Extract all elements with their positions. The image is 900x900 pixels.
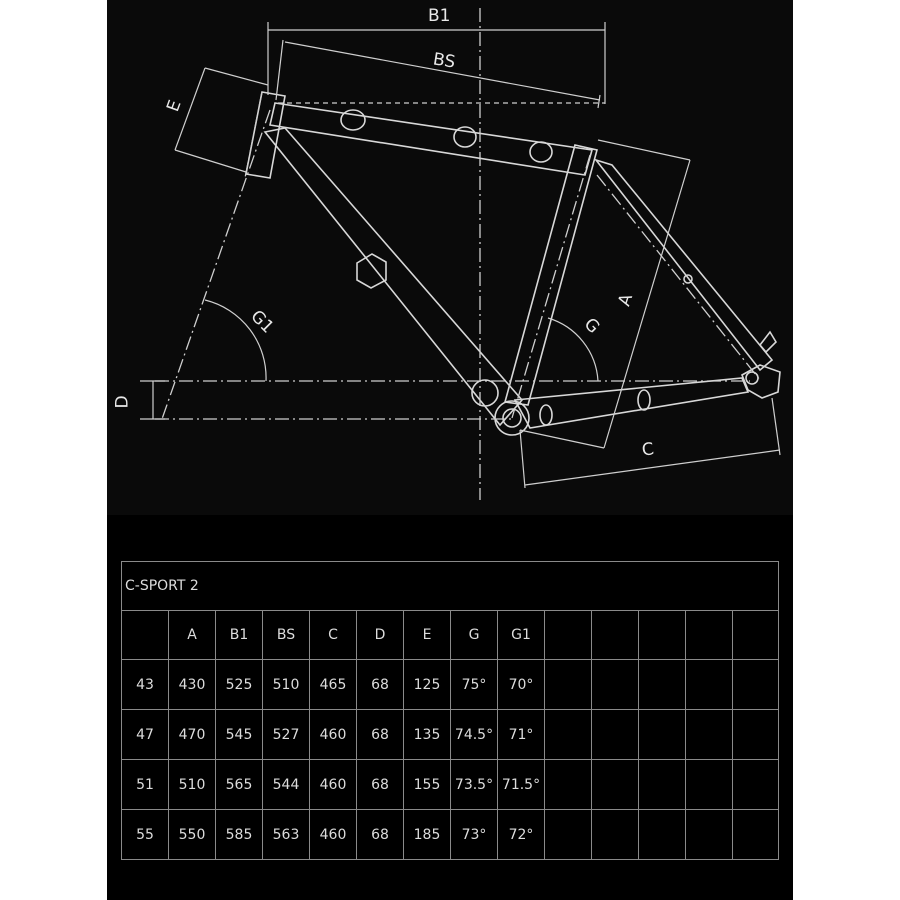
table-cell: 73.5°	[451, 760, 498, 810]
table-cell: 510	[263, 660, 310, 710]
table-cell: 68	[357, 760, 404, 810]
table-cell	[686, 810, 733, 860]
table-cell: 135	[404, 710, 451, 760]
frame-drawing	[107, 0, 793, 515]
column-header	[122, 611, 169, 660]
label-c: C	[640, 439, 656, 461]
table-cell: 460	[310, 760, 357, 810]
table-cell: 585	[216, 810, 263, 860]
column-header	[639, 611, 686, 660]
table-cell	[592, 760, 639, 810]
table-cell: 527	[263, 710, 310, 760]
table-cell: 565	[216, 760, 263, 810]
chain-stay	[515, 378, 748, 428]
table-row	[122, 810, 779, 860]
seat-tube	[505, 145, 597, 405]
column-header	[545, 611, 592, 660]
column-header: A	[169, 611, 216, 660]
table-cell: 74.5°	[451, 710, 498, 760]
table-cell: 465	[310, 660, 357, 710]
table-cell: 545	[216, 710, 263, 760]
table-cell	[639, 660, 686, 710]
table-cell	[686, 660, 733, 710]
table-cell: 510	[169, 760, 216, 810]
table-cell	[545, 810, 592, 860]
table-header-row	[122, 611, 779, 660]
top-tube	[270, 103, 592, 175]
table-row	[122, 710, 779, 760]
table-cell	[733, 660, 779, 710]
table-cell: 73°	[451, 810, 498, 860]
size-cell: 43	[122, 660, 169, 710]
table-row	[122, 760, 779, 810]
table-cell	[639, 710, 686, 760]
table-cell: 68	[357, 810, 404, 860]
table-cell: 563	[263, 810, 310, 860]
table-cell	[733, 810, 779, 860]
label-d: D	[112, 395, 133, 409]
label-a: A	[614, 291, 638, 309]
table-cell	[592, 710, 639, 760]
table-cell: 544	[263, 760, 310, 810]
table-cell: 68	[357, 710, 404, 760]
table-cell: 125	[404, 660, 451, 710]
column-header: G	[451, 611, 498, 660]
frame-geometry-diagram	[107, 0, 793, 515]
size-cell: 51	[122, 760, 169, 810]
table-cell: 70°	[498, 660, 545, 710]
table-cell	[545, 760, 592, 810]
table-cell: 75°	[451, 660, 498, 710]
column-header	[733, 611, 779, 660]
column-header: D	[357, 611, 404, 660]
column-header: G1	[498, 611, 545, 660]
table-cell: 525	[216, 660, 263, 710]
label-g1: G1	[246, 306, 278, 338]
table-cell	[592, 660, 639, 710]
table-cell	[686, 760, 733, 810]
label-bs: BS	[431, 49, 457, 73]
table-row	[122, 660, 779, 710]
column-header: BS	[263, 611, 310, 660]
column-header	[592, 611, 639, 660]
column-header	[686, 611, 733, 660]
table-cell	[592, 810, 639, 860]
column-header: C	[310, 611, 357, 660]
column-header: E	[404, 611, 451, 660]
column-header: B1	[216, 611, 263, 660]
label-g: G	[579, 314, 604, 338]
table-cell	[639, 760, 686, 810]
size-cell: 47	[122, 710, 169, 760]
table-cell: 460	[310, 710, 357, 760]
table-cell: 71.5°	[498, 760, 545, 810]
geometry-table	[121, 561, 779, 860]
size-cell: 55	[122, 810, 169, 860]
label-b1: B1	[428, 6, 451, 26]
table-cell: 550	[169, 810, 216, 860]
table-cell: 430	[169, 660, 216, 710]
table-cell: 72°	[498, 810, 545, 860]
table-cell: 71°	[498, 710, 545, 760]
table-cell	[686, 710, 733, 760]
table-cell: 185	[404, 810, 451, 860]
table-title: C-SPORT 2	[122, 562, 779, 611]
table-cell	[733, 710, 779, 760]
head-tube	[246, 92, 285, 178]
table-cell	[545, 660, 592, 710]
table-cell: 470	[169, 710, 216, 760]
table-cell: 155	[404, 760, 451, 810]
seat-stay	[596, 160, 772, 370]
label-e: E	[163, 97, 186, 115]
geometry-panel	[107, 0, 793, 900]
table-cell: 68	[357, 660, 404, 710]
table-cell	[733, 760, 779, 810]
table-cell	[639, 810, 686, 860]
table-cell	[545, 710, 592, 760]
table-cell: 460	[310, 810, 357, 860]
